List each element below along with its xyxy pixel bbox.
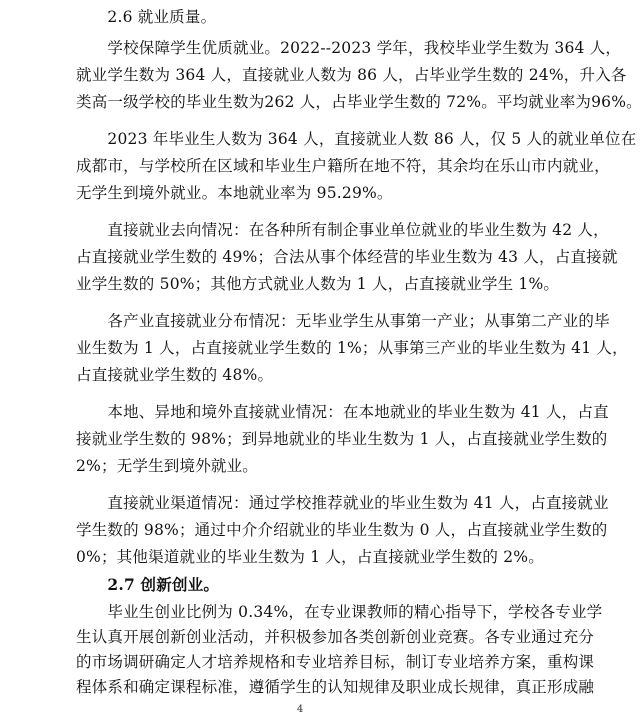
paragraph-line: 2%；无学生到境外就业。 — [76, 457, 258, 475]
paragraph-line: 成都市，与学校所在区域和毕业生户籍所在地不符，其余均在乐山市内就业， — [76, 157, 610, 175]
paragraph-line: 的市场调研确定人才培养规格和专业培养目标，制订专业培养方案，重构课 — [76, 653, 595, 671]
paragraph-line: 0%；其他渠道就业的毕业生数为 1 人，占直接就业学生数的 2%。 — [76, 548, 544, 566]
paragraph-line: 占直接就业学生数的 48%。 — [76, 366, 274, 384]
section-heading-2-6: 2.6 就业质量。 — [76, 8, 217, 26]
paragraph-line: 就业学生数为 364 人，直接就业人数为 86 人，占毕业学生数的 24%，升入各 — [76, 66, 627, 84]
paragraph-line: 程体系和确定课程标准，遵循学生的认知规律及职业成长规律，真正形成融 — [76, 678, 595, 696]
paragraph-line: 直接就业去向情况：在各种所有制企事业单位就业的毕业生数为 42 人， — [76, 221, 609, 239]
paragraph-line: 生认真开展创新创业活动，并积极参加各类创新创业竞赛。各专业通过充分 — [76, 628, 595, 646]
paragraph-line: 学生数的 98%；通过中介介绍就业的毕业生数为 0 人，占直接就业学生数的 — [76, 521, 608, 539]
paragraph-line: 各产业直接就业分布情况：无毕业学生从事第一产业；从事第二产业的毕 — [76, 312, 610, 330]
page-number: 4 — [296, 704, 304, 715]
paragraph-line: 毕业生创业比例为 0.34%，在专业课教师的精心指导下，学校各专业学 — [76, 603, 603, 621]
paragraph-line: 接就业学生数的 98%；到异地就业的毕业生数为 1 人，占直接就业学生数的 — [76, 430, 608, 448]
paragraph-line: 直接就业渠道情况：通过学校推荐就业的毕业生数为 41 人，占直接就业 — [76, 494, 609, 512]
paragraph-line: 2023 年毕业生人数为 364 人，直接就业人数 86 人，仅 5 人的就业单位在 — [76, 130, 637, 148]
paragraph-line: 业生数为 1 人，占直接就业学生数的 1%；从事第三产业的毕业生数为 41 人， — [76, 339, 628, 357]
paragraph-line: 类高一级学校的毕业生数为262 人，占毕业学生数的 72%。平均就业率为96%。 — [76, 93, 642, 111]
paragraph-line: 无学生到境外就业。本地就业率为 95.29%。 — [76, 184, 393, 202]
paragraph-line: 占直接就业学生数的 49%；合法从事个体经营的毕业生数为 43 人，占直接就 — [76, 248, 618, 266]
paragraph-line: 本地、异地和境外直接就业情况：在本地就业的毕业生数为 41 人，占直 — [76, 403, 609, 421]
paragraph-line: 业学生数的 50%；其他方式就业人数为 1 人，占直接就业学生 1%。 — [76, 275, 560, 293]
section-heading-2-7: 2.7 创新创业。 — [76, 575, 220, 594]
paragraph-line: 学校保障学生优质就业。2022--2023 学年，我校毕业学生数为 364 人， — [76, 39, 622, 57]
